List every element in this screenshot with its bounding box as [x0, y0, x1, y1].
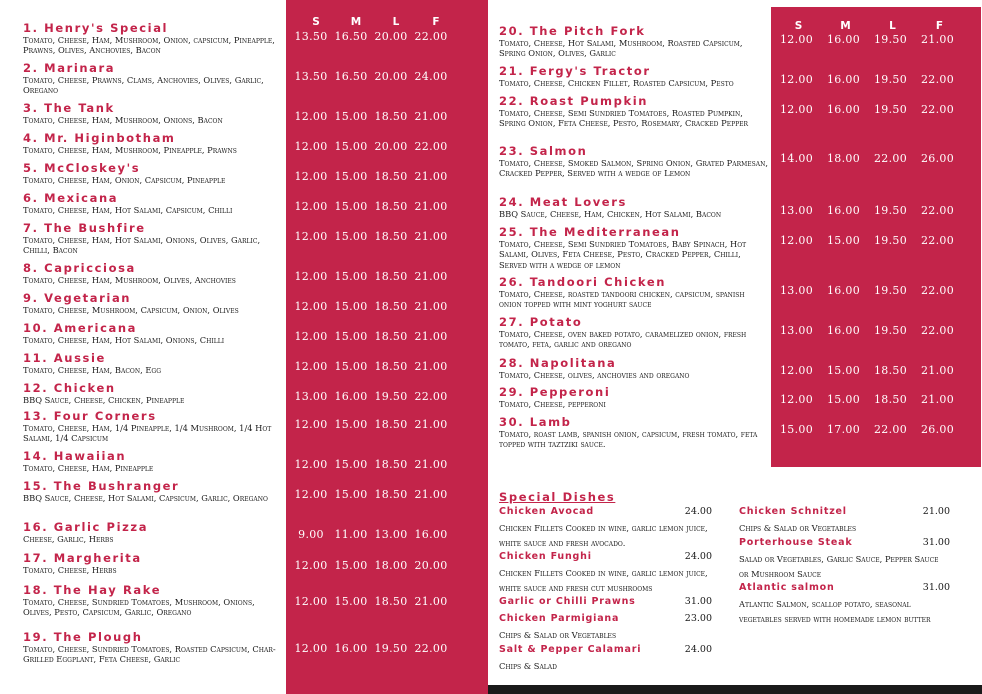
pizza-name: 9. Vegetarian — [23, 291, 132, 305]
pizza-prices — [291, 458, 451, 471]
pizza-name: 5. McCloskey's — [23, 161, 141, 175]
pizza-prices — [773, 324, 961, 337]
price-value: 24.00 — [414, 70, 448, 83]
price-value: 18.50 — [374, 270, 408, 283]
price-value: 20.00 — [374, 30, 408, 43]
pizza-prices — [291, 488, 451, 501]
pizza-description: Tomato, Cheese, Smoked Salmon, Spring Onion, Grated Parmesan, Cracked Pepper, Served with a wedge of Lemon — [499, 158, 768, 179]
price-value: 19.50 — [874, 204, 907, 217]
special-dish — [499, 506, 712, 550]
price-value: 19.50 — [874, 33, 907, 46]
pizza-prices — [773, 284, 961, 297]
price-value: 20.00 — [414, 559, 448, 572]
pizza-prices — [773, 393, 961, 406]
pizza-item — [499, 25, 769, 59]
price-value: 18.00 — [827, 152, 860, 165]
price-value: 13.00 — [780, 324, 813, 337]
pizza-item — [499, 357, 769, 380]
price-value: 17.00 — [827, 423, 860, 436]
price-value: 26.00 — [921, 423, 954, 436]
price-value: 21.00 — [414, 360, 448, 373]
size-header: F — [432, 16, 440, 28]
price-value: 11.00 — [334, 528, 368, 541]
pizza-item — [23, 450, 285, 473]
price-value: 15.00 — [334, 300, 368, 313]
pizza-description: Tomato, Cheese, Herbs — [23, 565, 117, 575]
pizza-prices — [773, 73, 961, 86]
price-value: 12.00 — [780, 393, 813, 406]
pizza-prices — [291, 418, 451, 431]
special-dish-name: Atlantic salmon — [739, 582, 835, 593]
price-value: 22.00 — [874, 423, 907, 436]
pizza-description: Tomato, Cheese, Ham, Mushroom, Onion, capsicum, Pineapple, Prawns, Olives, Anchovies, Bacon — [23, 35, 275, 56]
special-dish-name: Chicken Avocad — [499, 506, 594, 517]
price-value: 15.00 — [780, 423, 813, 436]
pizza-item — [499, 316, 769, 350]
pizza-description: Cheese, Garlic, Herbs — [23, 534, 114, 544]
special-dish-name: Chicken Schnitzel — [739, 506, 847, 517]
pizza-prices — [773, 364, 961, 377]
price-value: 21.00 — [414, 458, 448, 471]
price-value: 13.50 — [294, 30, 328, 43]
pizza-name: 13. Four Corners — [23, 409, 157, 423]
pizza-description: Tomato, Cheese, Ham, Bacon, Egg — [23, 365, 161, 375]
pizza-prices — [291, 270, 451, 283]
price-value: 22.00 — [921, 103, 954, 116]
special-dish-description: Chips & Salad — [499, 661, 557, 671]
price-value: 12.00 — [294, 230, 328, 243]
price-value: 20.00 — [374, 70, 408, 83]
price-value: 14.00 — [780, 152, 813, 165]
price-value: 16.50 — [334, 30, 368, 43]
price-value: 15.00 — [827, 234, 860, 247]
price-value: 19.50 — [874, 284, 907, 297]
pizza-description: Tomato, Cheese, Chicken Fillet, Roasted Capsicum, Pesto — [499, 78, 734, 88]
price-value: 18.00 — [374, 559, 408, 572]
price-value: 12.00 — [294, 488, 328, 501]
price-value: 13.00 — [780, 284, 813, 297]
pizza-name: 11. Aussie — [23, 351, 106, 365]
price-value: 18.50 — [374, 458, 408, 471]
pizza-name: 4. Mr. Higinbotham — [23, 131, 176, 145]
special-dish-name: Garlic or Chilli Prawns — [499, 596, 636, 607]
pizza-name: 22. Roast Pumpkin — [499, 94, 649, 108]
pizza-item — [23, 102, 285, 125]
special-dish-price: 21.00 — [922, 506, 950, 517]
price-value: 21.00 — [414, 418, 448, 431]
price-value: 22.00 — [414, 140, 448, 153]
price-value: 12.00 — [780, 33, 813, 46]
pizza-description: Tomato, Cheese, pepperoni — [499, 399, 606, 409]
price-value: 20.00 — [374, 140, 408, 153]
price-value: 12.00 — [294, 200, 328, 213]
price-value: 15.00 — [334, 458, 368, 471]
price-value: 15.00 — [334, 200, 368, 213]
price-value: 16.00 — [827, 33, 860, 46]
price-value: 15.00 — [334, 270, 368, 283]
pizza-description: Tomato, Cheese, Ham, Mushroom, Onions, Bacon — [23, 115, 223, 125]
price-value: 15.00 — [334, 110, 368, 123]
pizza-name: 18. The Hay Rake — [23, 583, 162, 597]
price-value: 18.50 — [374, 330, 408, 343]
price-value: 18.50 — [374, 360, 408, 373]
size-header: S — [312, 16, 320, 28]
special-dish-description: Chicken Fillets Cooked in wine, garlic lemon juice, white sauce and fresh cut mushrooms — [499, 568, 708, 593]
special-dish-price: 24.00 — [684, 506, 712, 517]
price-value: 13.50 — [294, 70, 328, 83]
pizza-description: Tomato, Cheese, Ham, Mushroom, Pineapple, Prawns — [23, 145, 237, 155]
pizza-name: 29. Pepperoni — [499, 385, 611, 399]
price-value: 26.00 — [921, 152, 954, 165]
size-header: L — [889, 20, 896, 32]
pizza-name: 30. Lamb — [499, 415, 572, 429]
price-value: 18.50 — [374, 418, 408, 431]
pizza-name: 19. The Plough — [23, 630, 143, 644]
pizza-item — [23, 132, 285, 155]
pizza-description: Tomato, Cheese, Semi Sundried Tomatoes, Baby Spinach, Hot Salami, Olives, Feta Cheese, Pesto, Cracked Pepper, Chilli, Served with a wedge of lemon — [499, 239, 747, 270]
special-dish-price: 23.00 — [684, 613, 712, 624]
price-value: 15.00 — [334, 418, 368, 431]
price-value: 19.50 — [874, 234, 907, 247]
price-value: 15.00 — [334, 488, 368, 501]
price-value: 21.00 — [414, 488, 448, 501]
price-value: 9.00 — [298, 528, 324, 541]
price-value: 21.00 — [414, 200, 448, 213]
pizza-name: 10. Americana — [23, 321, 137, 335]
price-value: 22.00 — [921, 234, 954, 247]
special-dish-name: Salt & Pepper Calamari — [499, 644, 642, 655]
pizza-description: BBQ Sauce, Cheese, Chicken, Pineapple — [23, 395, 185, 405]
pizza-prices — [773, 152, 961, 165]
pizza-prices — [291, 642, 451, 655]
pizza-description: Tomato, Cheese, Hot Salami, Mushroom, Roasted Capsicum, Spring Onion, Olives, Garlic — [499, 38, 743, 59]
price-value: 12.00 — [294, 642, 328, 655]
price-value: 16.00 — [334, 642, 368, 655]
price-value: 16.00 — [827, 73, 860, 86]
pizza-item — [23, 62, 285, 96]
price-value: 21.00 — [921, 364, 954, 377]
price-value: 12.00 — [294, 595, 328, 608]
pizza-prices — [291, 70, 451, 83]
price-value: 19.50 — [874, 324, 907, 337]
pizza-item — [499, 95, 769, 129]
price-value: 19.50 — [374, 642, 408, 655]
price-value: 18.50 — [374, 110, 408, 123]
pizza-name: 6. Mexicana — [23, 191, 119, 205]
price-value: 18.50 — [874, 364, 907, 377]
pizza-item — [23, 352, 285, 375]
pizza-item — [499, 386, 769, 409]
price-value: 15.00 — [827, 393, 860, 406]
price-value: 16.50 — [334, 70, 368, 83]
pizza-name: 1. Henry's Special — [23, 21, 169, 35]
pizza-name: 7. The Bushfire — [23, 221, 146, 235]
price-value: 22.00 — [414, 390, 448, 403]
price-value: 19.50 — [874, 73, 907, 86]
special-dish-price: 31.00 — [922, 582, 950, 593]
pizza-item — [499, 196, 769, 219]
pizza-name: 26. Tandoori Chicken — [499, 275, 667, 289]
pizza-name: 20. The Pitch Fork — [499, 24, 646, 38]
pizza-description: Tomato, Cheese, Ham, Onion, Capsicum, Pineapple — [23, 175, 226, 185]
pizza-description: Tomato, Cheese, Sundried Tomatoes, Roasted Capsicum, Char-Grilled Eggplant, Feta Cheese, Garlic — [23, 644, 276, 665]
price-value: 22.00 — [414, 30, 448, 43]
pizza-item — [23, 382, 285, 405]
pizza-description: Tomato, Cheese, Semi Sundried Tomatoes, Roasted Pumpkin, Spring Onion, Feta Cheese, Pesto, Rosemary, Cracked Pepper — [499, 108, 749, 129]
price-value: 21.00 — [414, 170, 448, 183]
pizza-prices — [291, 200, 451, 213]
special-dish-name: Chicken Funghi — [499, 551, 592, 562]
price-value: 16.00 — [827, 284, 860, 297]
price-value: 22.00 — [414, 642, 448, 655]
price-value: 15.00 — [334, 170, 368, 183]
special-dish-description: Atlantic Salmon, scallop potato, seasonal vegetables served with homemade lemon butter — [739, 599, 931, 624]
price-value: 18.50 — [374, 488, 408, 501]
price-value: 13.00 — [294, 390, 328, 403]
price-value: 12.00 — [294, 170, 328, 183]
price-value: 12.00 — [294, 330, 328, 343]
price-value: 19.50 — [874, 103, 907, 116]
pizza-name: 23. Salmon — [499, 144, 588, 158]
pizza-description: Tomato, Cheese, Ham, Pineapple — [23, 463, 154, 473]
pizza-prices — [773, 33, 961, 46]
pizza-item — [499, 145, 769, 179]
price-value: 18.50 — [374, 595, 408, 608]
left-price-band — [286, 0, 488, 694]
price-value: 22.00 — [921, 324, 954, 337]
pizza-name: 27. Potato — [499, 315, 583, 329]
pizza-prices — [773, 423, 961, 436]
price-value: 21.00 — [921, 393, 954, 406]
pizza-name: 15. The Bushranger — [23, 479, 180, 493]
pizza-name: 17. Margherita — [23, 551, 142, 565]
special-dish-name: Porterhouse Steak — [739, 537, 853, 548]
pizza-name: 12. Chicken — [23, 381, 116, 395]
price-value: 16.00 — [827, 204, 860, 217]
price-value: 15.00 — [334, 360, 368, 373]
pizza-description: Tomato, Cheese, Mushroom, Capsicum, Onion, Olives — [23, 305, 239, 315]
price-value: 22.00 — [921, 204, 954, 217]
pizza-item — [23, 584, 285, 618]
special-dish — [499, 551, 712, 595]
pizza-description: Tomato, Cheese, Sundried Tomatoes, Mushroom, Onions, Olives, Pesto, Capsicum, Garlic, Oregano — [23, 597, 255, 618]
pizza-description: BBQ Sauce, Cheese, Hot Salami, Capsicum, Garlic, Oregano — [23, 493, 268, 503]
pizza-item — [499, 226, 769, 270]
price-value: 18.50 — [374, 200, 408, 213]
special-dish — [499, 596, 712, 608]
pizza-name: 3. The Tank — [23, 101, 115, 115]
price-value: 18.50 — [874, 393, 907, 406]
pizza-prices — [291, 30, 451, 43]
price-value: 12.00 — [780, 73, 813, 86]
price-value: 12.00 — [294, 360, 328, 373]
pizza-name: 14. Hawaiian — [23, 449, 127, 463]
price-value: 12.00 — [780, 103, 813, 116]
pizza-prices — [773, 234, 961, 247]
price-value: 16.00 — [827, 324, 860, 337]
pizza-description: Tomato, Cheese, roasted tandoori chicken, capsicum, spanish onion topped with mint yoghurt sauce — [499, 289, 745, 310]
pizza-name: 16. Garlic Pizza — [23, 520, 149, 534]
special-dish — [739, 537, 950, 581]
special-dish — [739, 582, 950, 626]
price-value: 15.00 — [334, 330, 368, 343]
price-value: 21.00 — [414, 270, 448, 283]
price-value: 22.00 — [921, 284, 954, 297]
price-value: 21.00 — [414, 110, 448, 123]
pizza-prices — [291, 300, 451, 313]
pizza-name: 21. Fergy's Tractor — [499, 64, 651, 78]
special-dish — [499, 613, 712, 643]
pizza-item — [23, 22, 285, 56]
pizza-name: 8. Capricciosa — [23, 261, 136, 275]
price-value: 12.00 — [294, 270, 328, 283]
pizza-prices — [291, 360, 451, 373]
pizza-description: Tomato, Cheese, Prawns, Clams, Anchovies, Olives, Garlic, Oregano — [23, 75, 264, 96]
price-value: 15.00 — [827, 364, 860, 377]
pizza-prices — [291, 528, 451, 541]
price-value: 15.00 — [334, 230, 368, 243]
price-value: 16.00 — [414, 528, 448, 541]
pizza-item — [23, 162, 285, 185]
special-dish-price: 31.00 — [684, 596, 712, 607]
price-value: 18.50 — [374, 300, 408, 313]
price-value: 12.00 — [780, 364, 813, 377]
pizza-description: Tomato, Cheese, oven baked potato, caramelized onion, fresh tomato, feta, garlic and oregano — [499, 329, 747, 350]
pizza-prices — [291, 230, 451, 243]
pizza-prices — [773, 204, 961, 217]
pizza-prices — [773, 103, 961, 116]
price-value: 21.00 — [414, 300, 448, 313]
special-dish-price: 24.00 — [684, 644, 712, 655]
price-value: 19.50 — [374, 390, 408, 403]
price-value: 21.00 — [414, 330, 448, 343]
pizza-description: Tomato, roast lamb, spanish onion, capsicum, fresh tomato, feta topped with taztziki sauce. — [499, 429, 758, 450]
size-header: M — [350, 16, 362, 28]
pizza-item — [23, 480, 285, 503]
pizza-item — [499, 65, 769, 88]
pizza-item — [23, 631, 285, 665]
pizza-name: 2. Marinara — [23, 61, 116, 75]
pizza-description: Tomato, Cheese, Ham, Hot Salami, Capsicum, Chilli — [23, 205, 233, 215]
price-value: 16.00 — [334, 390, 368, 403]
pizza-prices — [291, 559, 451, 572]
price-value: 12.00 — [294, 559, 328, 572]
size-header: M — [840, 20, 851, 32]
price-value: 15.00 — [334, 595, 368, 608]
bottom-bar — [488, 685, 982, 694]
price-value: 18.50 — [374, 170, 408, 183]
special-dish-name: Chicken Parmigiana — [499, 613, 620, 624]
price-value: 12.00 — [294, 300, 328, 313]
pizza-item — [23, 222, 285, 256]
price-value: 12.00 — [294, 418, 328, 431]
price-value: 12.00 — [294, 140, 328, 153]
special-dish-price: 24.00 — [684, 551, 712, 562]
pizza-description: BBQ Sauce, Cheese, Ham, Chicken, Hot Salami, Bacon — [499, 209, 722, 219]
pizza-item — [23, 262, 285, 285]
price-value: 21.00 — [921, 33, 954, 46]
pizza-description: Tomato, Cheese, Ham, 1/4 Pineapple, 1/4 Mushroom, 1/4 Hot Salami, 1/4 Capsicum — [23, 423, 272, 444]
special-dishes-title: Special Dishes — [499, 490, 616, 504]
special-dish-description: Chips & Salad or Vegetables — [739, 523, 857, 533]
pizza-prices — [291, 110, 451, 123]
price-value: 22.00 — [921, 73, 954, 86]
special-dish-description: Chips & Salad or Vegetables — [499, 630, 617, 640]
pizza-item — [23, 322, 285, 345]
price-value: 21.00 — [414, 595, 448, 608]
pizza-name: 24. Meat Lovers — [499, 195, 627, 209]
price-value: 12.00 — [294, 458, 328, 471]
price-value: 21.00 — [414, 230, 448, 243]
price-value: 13.00 — [780, 204, 813, 217]
price-value: 16.00 — [827, 103, 860, 116]
pizza-item — [499, 276, 769, 310]
pizza-description: Tomato, Cheese, Ham, Hot Salami, Onions, Chilli — [23, 335, 225, 345]
pizza-description: Tomato, Cheese, Ham, Mushroom, Olives, Anchovies — [23, 275, 236, 285]
right-size-headers — [775, 20, 963, 32]
pizza-prices — [291, 330, 451, 343]
price-value: 12.00 — [294, 110, 328, 123]
price-value: 18.50 — [374, 230, 408, 243]
size-header: L — [392, 16, 400, 28]
pizza-prices — [291, 170, 451, 183]
pizza-name: 28. Napolitana — [499, 356, 617, 370]
special-dish — [739, 506, 950, 536]
pizza-name: 25. The Mediterranean — [499, 225, 681, 239]
pizza-item — [23, 552, 285, 575]
pizza-prices — [291, 390, 451, 403]
size-header: F — [935, 20, 944, 32]
pizza-item — [499, 416, 769, 450]
pizza-description: Tomato, Cheese, Ham, Hot Salami, Onions, Olives, Garlic, Chilli, Bacon — [23, 235, 261, 256]
pizza-item — [23, 410, 285, 444]
pizza-item — [23, 521, 285, 544]
special-dish-price: 31.00 — [922, 537, 950, 548]
special-dish — [499, 644, 712, 674]
price-value: 12.00 — [780, 234, 813, 247]
pizza-item — [23, 292, 285, 315]
price-value: 22.00 — [874, 152, 907, 165]
pizza-item — [23, 192, 285, 215]
price-value: 15.00 — [334, 140, 368, 153]
price-value: 13.00 — [374, 528, 408, 541]
pizza-prices — [291, 140, 451, 153]
special-dish-description: Chicken Fillets Cooked in wine, garlic lemon juice, white sauce and fresh avocado. — [499, 523, 708, 548]
left-size-headers — [296, 16, 456, 28]
price-value: 15.00 — [334, 559, 368, 572]
size-header: S — [794, 20, 803, 32]
special-dish-description: Salad or Vegetables, Garlic Sauce, Pepper Sauce or Mushroom Sauce — [739, 554, 939, 579]
pizza-description: Tomato, Cheese, olives, anchovies and oregano — [499, 370, 690, 380]
pizza-prices — [291, 595, 451, 608]
